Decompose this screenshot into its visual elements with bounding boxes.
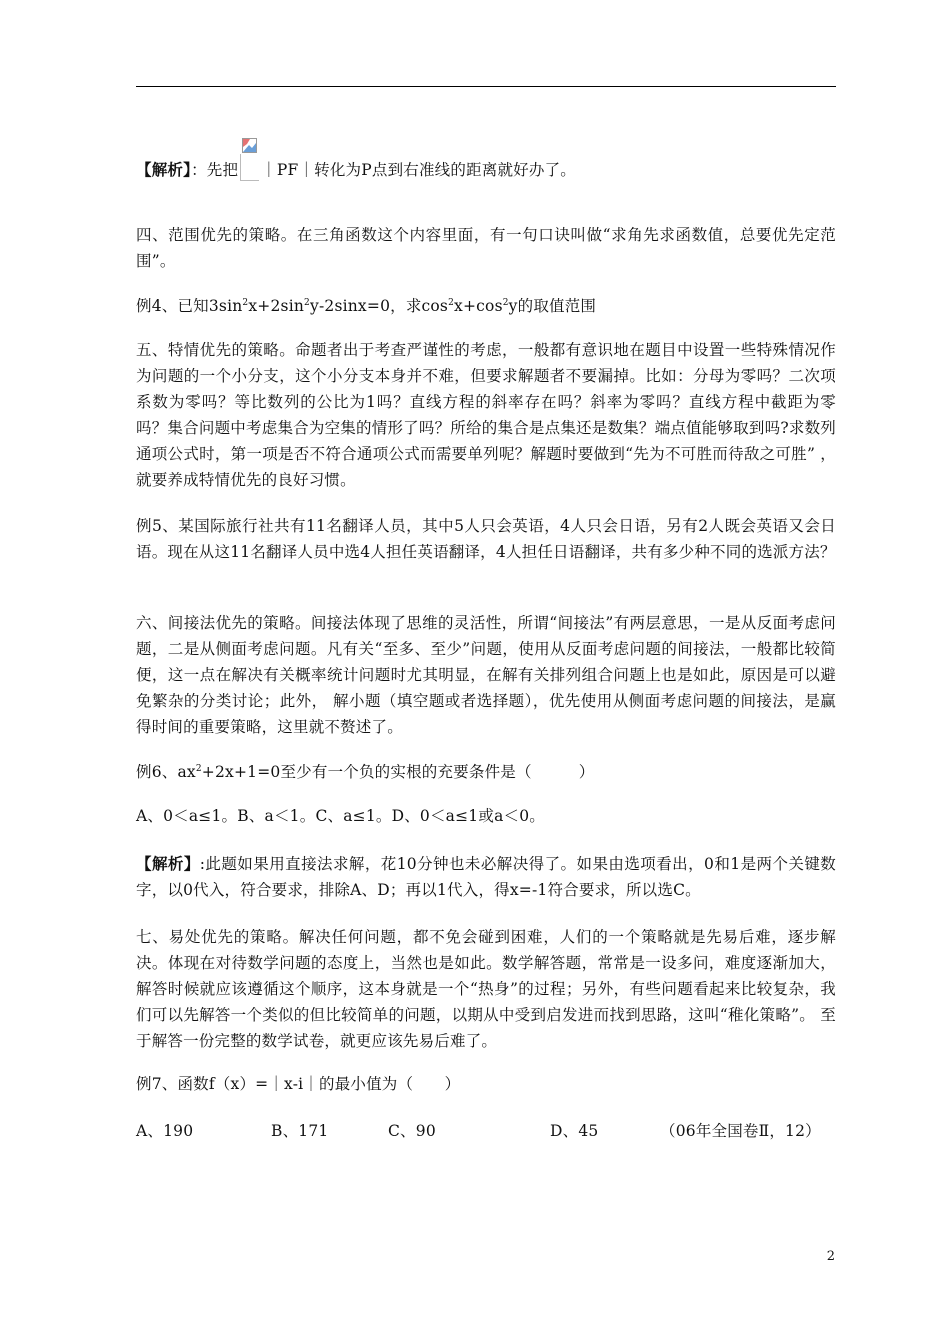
option-b: B、171 <box>271 1122 329 1140</box>
example-6-options: A、0＜a≤1。B、a＜1。C、a≤1。D、0＜a≤1或a＜0。 <box>136 807 545 825</box>
example-7: 例7、函数f（x）=｜x-i｜的最小值为（ ） <box>136 1075 461 1093</box>
source-note: （06年全国卷Ⅱ，12） <box>660 1122 821 1140</box>
strategy-7-paragraph: 七、易处优先的策略。解决任何问题，都不免会碰到困难，人们的一个策略就是先易后难，逐步解决。体现在对待数学问题的态度上，当然也是如此。数学解答题，常常是一设多问，难度逐渐加大，解答时候就应该遵循这个顺序，这本身就是一个“热身”的过程；另外，有些问题看起来比较复杂，我们可以先解答一个类似的但比较简单的问题，以期从中受到启发进而找到思路，这叫“稚化策略”。 至于解答一份完整的数学试卷，就更应该先易后难了。 <box>136 928 836 1050</box>
option-d: D、45 <box>550 1122 599 1140</box>
strategy-6-paragraph: 六、间接法优先的策略。间接法体现了思维的灵活性，所谓“间接法”有两层意思，一是从反面考虑问题，二是从侧面考虑问题。凡有关“至多、至少”问题，使用从反面考虑问题的间接法，一般都比较简便，这一点在解决有关概率统计问题时尤其明显，在解有关排列组合问题上也是如此，原因是可以避免繁杂的分类讨论；此外， 解小题（填空题或者选择题），优先使用从侧面考虑问题的间接法，是赢得时间的重要策略，这里就不赘述了。 <box>136 614 836 736</box>
option-c: C、90 <box>388 1122 436 1140</box>
solution-label: 【解析】 <box>136 160 192 179</box>
option-a: A、190 <box>136 1122 194 1140</box>
solution-paragraph-2: 【解析】:此题如果用直接法求解，花10分钟也未必解决得了。如果由选项看出，0和1是两个关键数字，以0代入，符合要求，排除A、D；再以1代入，得x=-1符合要求，所以选C。 <box>136 854 836 899</box>
example-6: 例6、$ax^2+2x+1=0$至少有一个负的实根的充要条件是（ ） <box>136 763 595 781</box>
example-5: 例5、某国际旅行社共有11名翻译人员，其中5人只会英语，4人只会日语，另有2人既会英语又会日语。现在从这11名翻译人员中选4人担任英语翻译，4人担任日语翻译，共有多少种不同的选派方法？ <box>136 517 836 561</box>
strategy-5-paragraph: 五、特情优先的策略。命题者出于考查严谨性的考虑，一般都有意识地在题目中设置一些特殊情况作为问题的一个小分支，这个小分支本身并不难，但要求解题者不要漏掉。比如：分母为零吗？二次项系数为零吗？等比数列的公比为1吗？直线方程的斜率存在吗？斜率为零吗？直线方程中截距为零吗？集合问题中考虑集合为空集的情形了吗？所给的集合是点集还是数集？端点值能够取到吗?求数列通项公式时，第一项是否不符合通项公式而需要单列呢？解题时要做到“先为不可胜而待敌之可胜” ，就要养成特情优先的良好习惯。 <box>136 341 836 489</box>
broken-image-icon <box>240 154 259 181</box>
header-rule <box>136 86 836 87</box>
page-number: 2 <box>826 1249 835 1264</box>
example-7-options <box>136 1118 836 1144</box>
strategy-4-paragraph: 四、范围优先的策略。在三角函数这个内容里面，有一句口诀叫做“求角先求函数值，总要优先定范围”。 <box>136 226 836 270</box>
solution-label: 【解析】 <box>136 854 200 873</box>
example-4: 例4、已知$3\sin^2x+2\sin^2y-2\sin x=0$，求$\cos^2x+\cos^2y$的取值范围 <box>136 297 597 315</box>
solution-paragraph-1: 【解析】：先把 ｜PF｜转化为P点到右准线的距离就好办了。 <box>136 154 836 183</box>
